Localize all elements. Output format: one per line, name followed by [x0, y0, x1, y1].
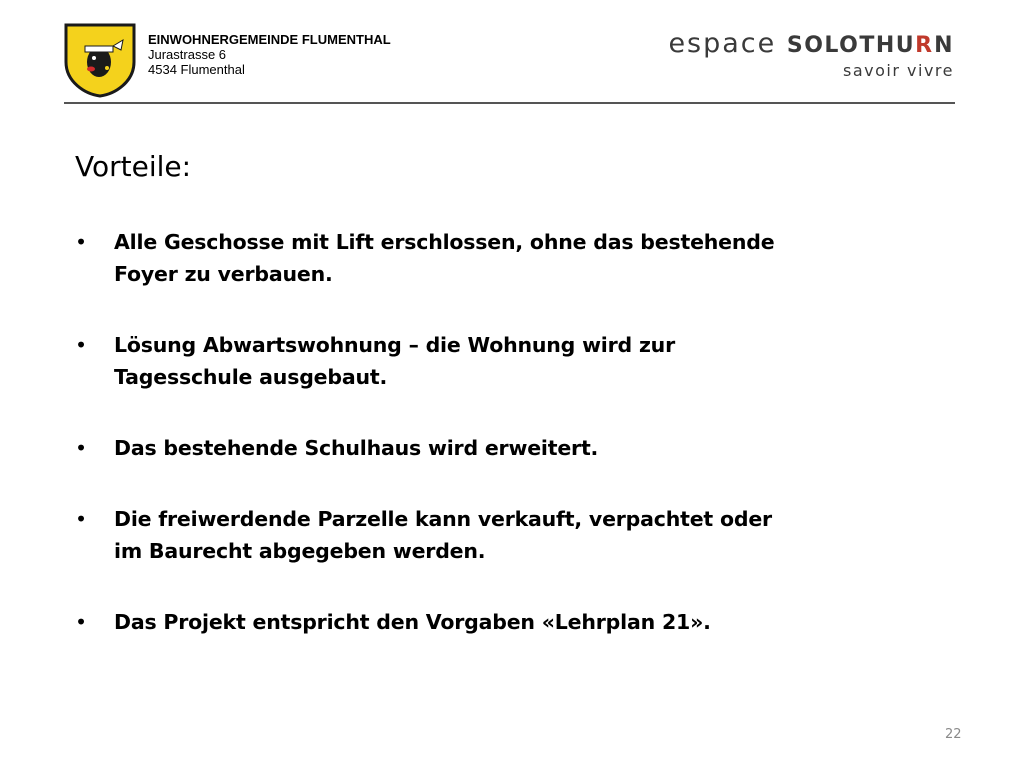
advantages-list — [75, 226, 775, 677]
list-item-text: Alle Geschosse mit Lift erschlossen, ohne das bestehende Foyer zu verbauen. — [114, 230, 775, 286]
bullet-icon: • — [75, 436, 87, 460]
espace-solothurn-logo — [668, 30, 954, 80]
brand-word-espace: espace — [668, 28, 787, 59]
brand-wordmark — [668, 30, 954, 60]
org-name: EINWOHNERGEMEINDE FLUMENTHAL — [148, 32, 391, 47]
list-item-text: Lösung Abwartswohnung – die Wohnung wird zur Tagesschule ausgebaut. — [114, 333, 675, 389]
brand-word-solothurn-a: SOLOTHU — [786, 33, 916, 58]
bullet-icon: • — [75, 333, 87, 357]
list-item-text: Das bestehende Schulhaus wird erweitert. — [114, 436, 599, 460]
page-number: 22 — [945, 727, 962, 742]
brand-red-r: R — [915, 33, 935, 58]
list-item-text: Das Projekt entspricht den Vorgaben «Lehrplan 21». — [114, 610, 711, 634]
flumenthal-coat-of-arms-icon — [63, 22, 137, 98]
brand-tagline: savoir vivre — [843, 61, 954, 80]
header-divider — [64, 102, 955, 104]
organization-address — [148, 32, 391, 77]
list-item — [75, 606, 775, 638]
org-city: 4534 Flumenthal — [148, 62, 245, 77]
brand-word-solothurn-b: N — [934, 33, 954, 58]
bullet-icon: • — [75, 230, 87, 254]
slide-title: Vorteile: — [75, 150, 192, 183]
org-street: Jurastrasse 6 — [148, 47, 227, 62]
bullet-icon: • — [75, 610, 87, 634]
list-item-text: Die freiwerdende Parzelle kann verkauft, verpachtet oder im Baurecht abgegeben werden. — [114, 507, 772, 563]
list-item — [75, 503, 775, 567]
list-item — [75, 432, 775, 464]
list-item — [75, 226, 775, 290]
bullet-icon: • — [75, 507, 87, 531]
list-item — [75, 329, 775, 393]
